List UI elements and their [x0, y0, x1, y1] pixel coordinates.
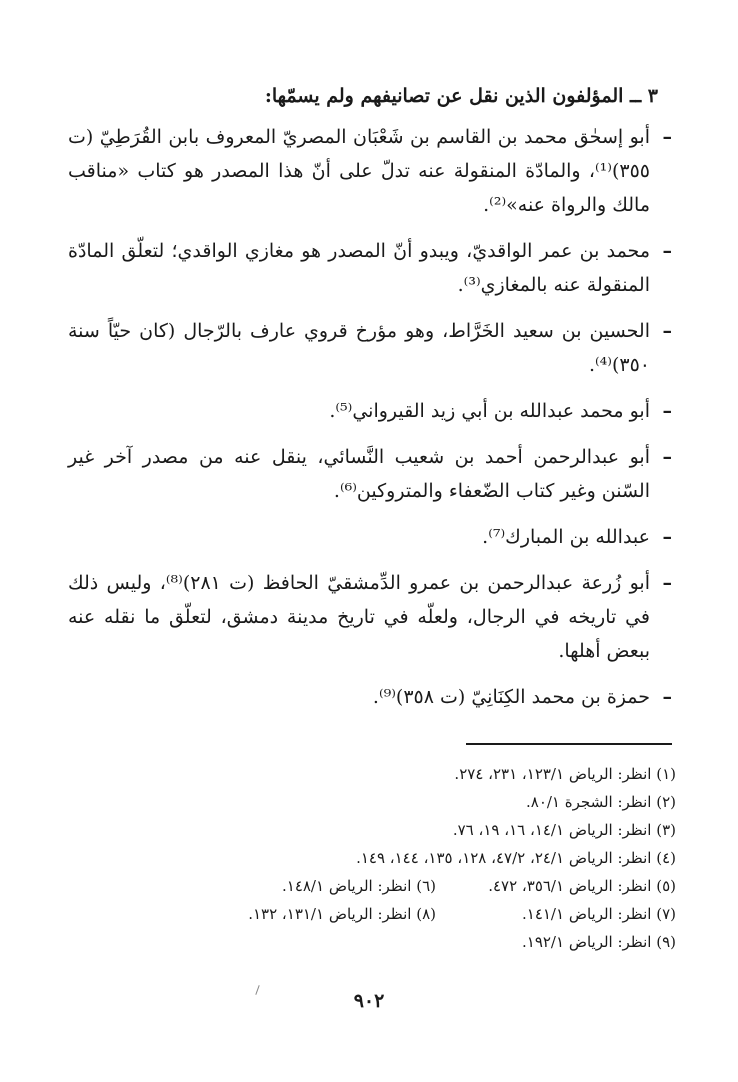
footnote-row	[68, 816, 676, 844]
entry-text: عبدالله بن المبارك⁽⁷⁾.	[482, 526, 650, 548]
dash-marker: –	[662, 400, 672, 422]
dash-marker: –	[662, 320, 672, 342]
footnote-8: (٨) انظر: الرياض ١٣١/١، ١٣٢.	[248, 905, 436, 923]
footnote-row	[68, 788, 676, 816]
list-item	[68, 566, 672, 668]
footnote-separator	[466, 743, 672, 745]
footnote-row	[68, 872, 676, 900]
entry-text: أبو زُرعة عبدالرحمن بن عمرو الدِّمشقيّ الحافظ (ت ٢٨١)⁽⁸⁾، وليس ذلك في تاريخه في الرجال، ولعلّه في تاريخ مدينة دمشق، لتعلّق ما نقله عنه ببعض أهلها.	[68, 572, 650, 662]
list-item	[68, 680, 672, 714]
entry-text: أبو عبدالرحمن أحمد بن شعيب النَّسائي، ينقل عنه من مصدر آخر غير السّنن وغير كتاب الضّعفاء والمتروكين⁽⁶⁾.	[68, 446, 650, 502]
list-item	[68, 520, 672, 554]
main-text	[68, 80, 672, 726]
dash-marker: –	[662, 572, 672, 594]
entry-text: الحسين بن سعيد الخَرَّاط، وهو مؤرخ قروي عارف بالرّجال (كان حيّاً سنة ٣٥٠)⁽⁴⁾.	[68, 320, 650, 376]
dash-marker: –	[662, 240, 672, 262]
footnote-row	[68, 928, 676, 956]
entry-text: حمزة بن محمد الكِنَانِيّ (ت ٣٥٨)⁽⁹⁾.	[372, 686, 650, 708]
dash-marker: –	[662, 686, 672, 708]
footnote-3: (٣) انظر: الرياض ١٤/١، ١٦، ١٩، ٧٦.	[452, 821, 676, 839]
section-heading: ٣ ــ المؤلفون الذين نقل عن تصانيفهم ولم يسمّها:	[264, 85, 658, 107]
footnote-2: (٢) انظر: الشجرة ٨٠/١.	[525, 793, 676, 811]
entry-text: أبو إسحٰق محمد بن القاسم بن شَعْبَان المصريّ المعروف بابن القُرَطِيّ (ت ٣٥٥)⁽¹⁾، والمادّة المنقولة عنه تدلّ على أنّ هذا المصدر هو كتاب «مناقب مالك والرواة عنه»⁽²⁾.	[68, 126, 650, 216]
dash-marker: –	[662, 526, 672, 548]
page-number: ٩٠٢	[353, 990, 385, 1012]
entry-text: محمد بن عمر الواقديّ، ويبدو أنّ المصدر هو مغازي الواقدي؛ لتعلّق المادّة المنقولة عنه بالمغازي⁽³⁾.	[68, 240, 650, 296]
footnote-1: (١) انظر: الرياض ١٢٣/١، ٢٣١، ٢٧٤.	[454, 765, 676, 783]
entry-text: أبو محمد عبدالله بن أبي زيد القيرواني⁽⁵⁾.	[329, 400, 650, 422]
footnote-row	[68, 844, 676, 872]
list-item	[68, 394, 672, 428]
dash-marker: –	[662, 446, 672, 468]
list-item	[68, 120, 672, 222]
list-item	[68, 234, 672, 302]
footnote-4: (٤) انظر: الرياض ٢٤/١، ٤٧/٢، ١٢٨، ١٣٥، ١٤٤، ١٤٩.	[356, 849, 676, 867]
footnotes	[68, 760, 676, 956]
footnote-7: (٧) انظر: الرياض ١٤١/١.	[521, 905, 676, 923]
footnote-row	[68, 900, 676, 928]
footnote-5: (٥) انظر: الرياض ٣٥٦/١، ٤٧٢.	[488, 877, 676, 895]
dash-marker: –	[662, 126, 672, 148]
list-item	[68, 314, 672, 382]
footnote-row	[68, 760, 676, 788]
list-item	[68, 440, 672, 508]
footnote-6: (٦) انظر: الرياض ١٤٨/١.	[281, 877, 436, 895]
footnote-9: (٩) انظر: الرياض ١٩٢/١.	[521, 933, 676, 951]
